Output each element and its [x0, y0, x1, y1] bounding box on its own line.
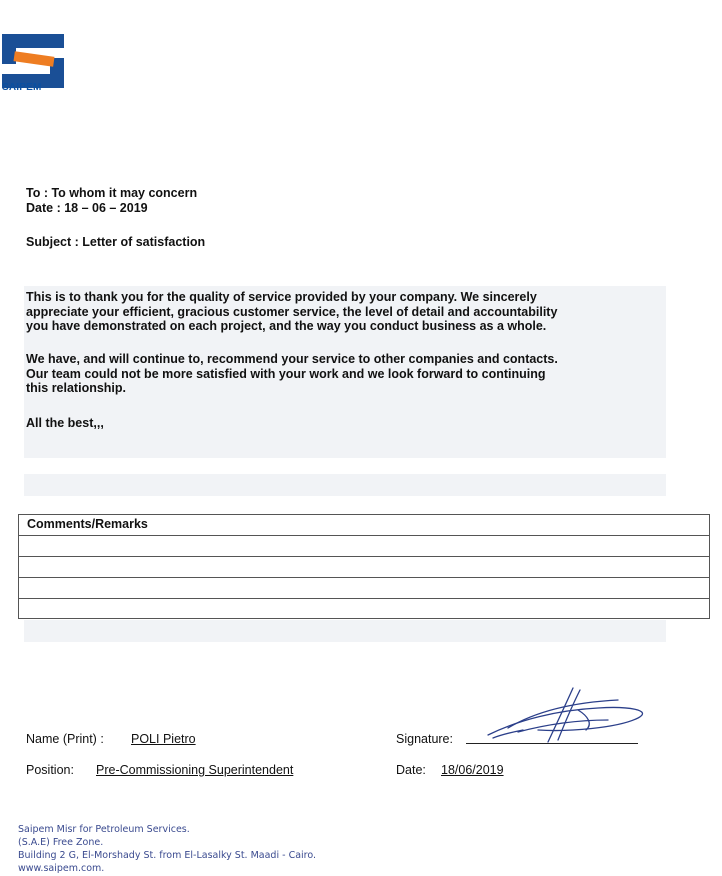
- to-line: To : To whom it may concern: [26, 186, 198, 200]
- closing-line: All the best,,,: [26, 416, 104, 430]
- paragraph-2: [26, 352, 666, 396]
- position-value: Pre-Commissioning Superintendent: [96, 763, 294, 777]
- date-value: 18/06/2019: [441, 763, 504, 777]
- company-footer: [18, 823, 316, 875]
- remarks-row: [19, 556, 709, 557]
- date-line: Date : 18 – 06 – 2019: [26, 201, 148, 215]
- paragraph-1: [26, 290, 666, 334]
- date-label: Date:: [396, 763, 426, 777]
- shaded-band: [24, 474, 666, 496]
- paragraph-2-line: Our team could not be more satisfied with your work and we look forward to continuing: [26, 366, 546, 381]
- remarks-row: [19, 577, 709, 578]
- paragraph-1-line: appreciate your efficient, gracious customer service, the level of detail and accountability: [26, 304, 558, 319]
- paragraph-1-line: This is to thank you for the quality of service provided by your company. We sincerely: [26, 290, 537, 304]
- paragraph-2-line: We have, and will continue to, recommend your service to other companies and contacts.: [26, 352, 558, 366]
- shaded-band-lower: [24, 620, 666, 642]
- footer-line: Building 2 G, El-Morshady St. from El-Lasalky St. Maadi - Cairo.: [18, 850, 317, 861]
- logo-wordmark: SAIPEM: [2, 82, 42, 93]
- handwritten-signature-icon: [478, 680, 658, 750]
- position-label: Position:: [26, 763, 74, 777]
- name-value: POLI Pietro: [131, 732, 196, 746]
- subject-line: Subject : Letter of satisfaction: [26, 235, 206, 249]
- footer-line: (S.A.E) Free Zone.: [18, 837, 104, 848]
- remarks-row: [19, 535, 709, 536]
- footer-line: Saipem Misr for Petroleum Services.: [18, 824, 190, 835]
- footer-line: www.saipem.com.: [18, 863, 105, 874]
- signature-label: Signature:: [396, 732, 453, 746]
- remarks-row: [19, 598, 709, 599]
- paragraph-1-line: you have demonstrated on each project, and the way you conduct business as a whole.: [26, 319, 547, 334]
- paragraph-2-line: this relationship.: [26, 381, 127, 396]
- remarks-header: Comments/Remarks: [27, 517, 148, 531]
- remarks-table: [18, 514, 710, 619]
- name-label: Name (Print) :: [26, 732, 104, 746]
